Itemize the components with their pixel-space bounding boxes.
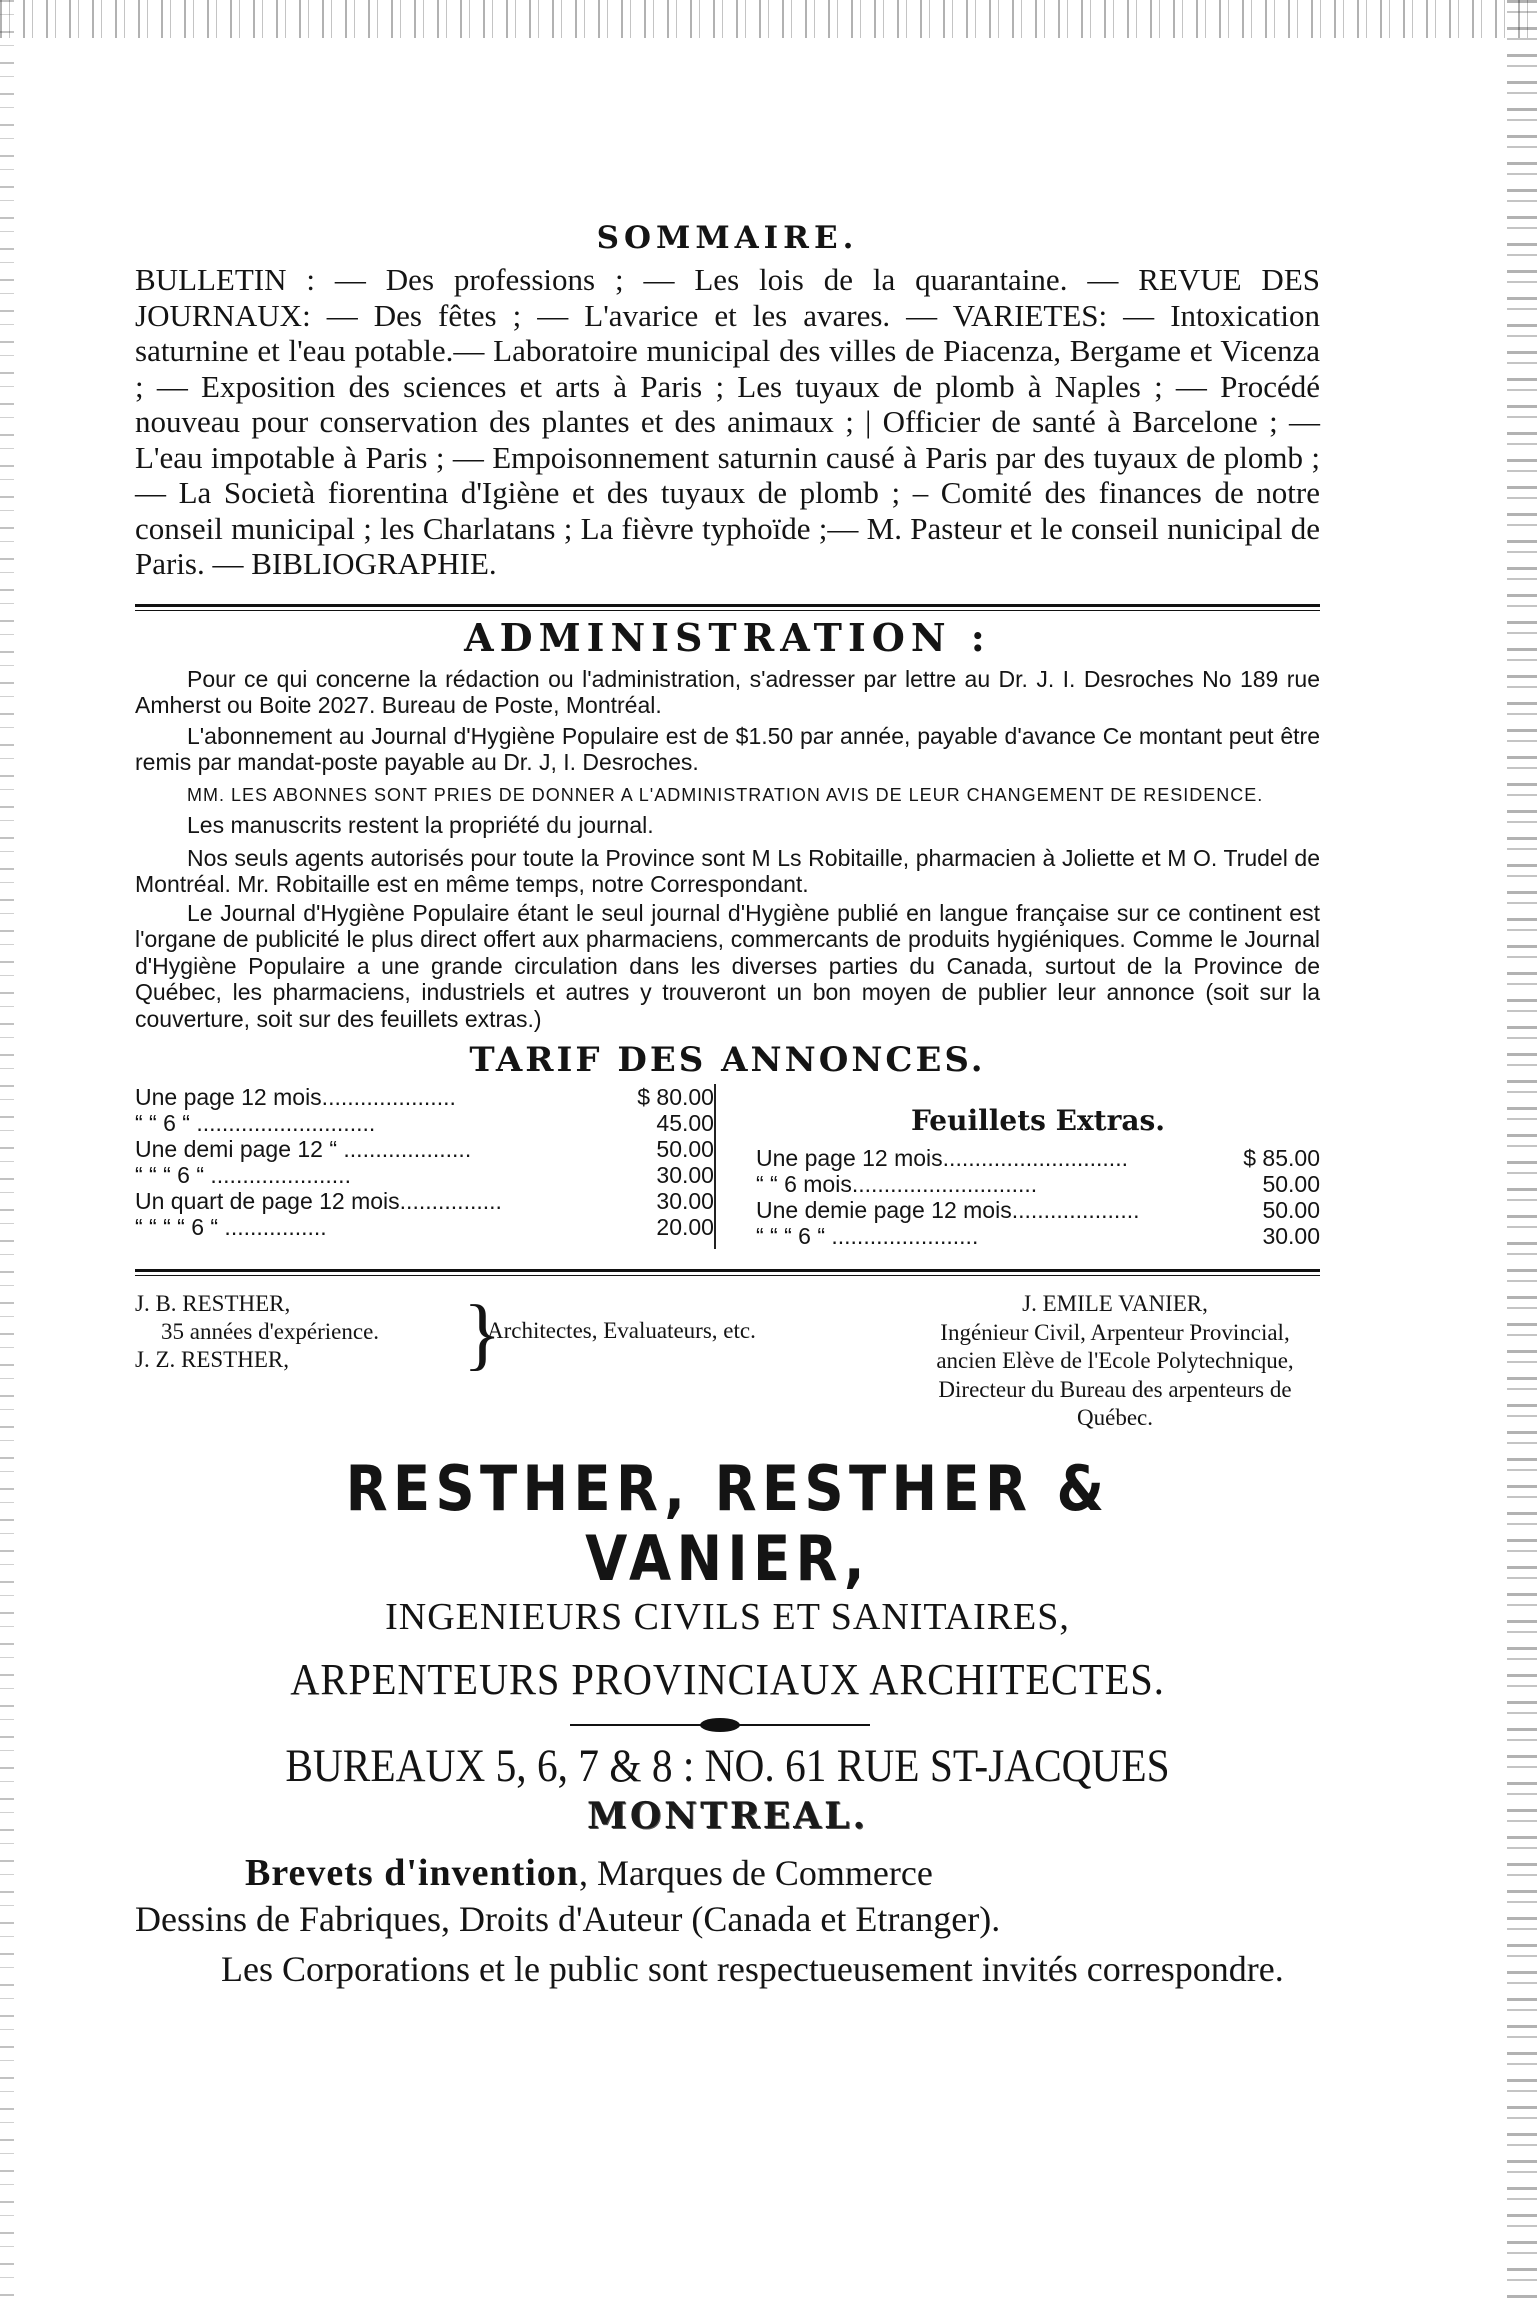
firm-advert (135, 1454, 1320, 1992)
page-content (135, 220, 1320, 1992)
brevets-heading: Brevets d'invention (245, 1852, 579, 1894)
ornament-divider (135, 1716, 1320, 1734)
brace-symbol: } (463, 1290, 502, 1378)
tarif-row-label: Une page 12 mois..................... (135, 1084, 456, 1110)
tarif-row-amount: 45.00 (656, 1110, 714, 1136)
tarif-row (756, 1171, 1320, 1197)
administration-section (135, 615, 1320, 1033)
tarif-row-amount: 50.00 (1262, 1171, 1320, 1197)
tarif-row-label: Une page 12 mois............................. (755, 1145, 1128, 1171)
tarif-left-column (135, 1084, 714, 1249)
brevets-line-3: Les Corporations et le public sont respectueusement invités correspondre. (221, 1949, 1284, 1989)
sommaire-title: SOMMAIRE. (596, 220, 859, 256)
feuillets-extras-title: Feuillets Extras. (910, 1104, 1166, 1137)
brevets-line-2: Dessins de Fabriques, Droits d'Auteur (Canada et Etranger). (135, 1899, 1001, 1939)
admin-para-advertising: Le Journal d'Hygiène Populaire étant le seul journal d'Hygiène publié en langue française sur ce continent est l'organe de publicité le plus direct offert aux pharmaciens, commercants de produits hygiéniques. Comme le Journal d'Hygiène Populaire a une grande circulation dans les diverses parties du Canada, surtout de la Province de Québec, les pharmaciens, industriels et autres y trouveront un bon moyen de publier leur annonce (soit sur la couverture, soit sur des feuillets extras.) (135, 899, 1320, 1032)
tarif-row-label: “ “ 6 “ ............................ (135, 1110, 376, 1136)
tarif-row-amount: 30.00 (1262, 1223, 1320, 1249)
contacts-section (135, 1290, 1320, 1448)
tarif-row-label: Une demie page 12 mois.................... (755, 1197, 1140, 1223)
tarif-right-column (714, 1084, 1320, 1249)
tarif-row (135, 1214, 714, 1240)
scan-noise-top (0, 0, 1537, 38)
contact-name: J. EMILE VANIER, (1022, 1291, 1208, 1316)
tarif-row (756, 1197, 1320, 1223)
contact-role: Architectes, Evaluateurs, etc. (487, 1318, 756, 1343)
admin-para-notice: MM. LES ABONNES SONT PRIES DE DONNER A L'ADMINISTRATION AVIS DE LEUR CHANGEMENT DE RESIDENCE. (187, 784, 1264, 805)
scan-noise-left (0, 0, 14, 2302)
tarif-row-amount: $ 80.00 (637, 1084, 714, 1110)
tarif-row (135, 1162, 714, 1188)
firm-subtitle-surveyors: ARPENTEURS PROVINCIAUX ARCHITECTES. (290, 1655, 1165, 1704)
contact-resther (135, 1290, 379, 1374)
tarif-row (135, 1188, 714, 1214)
admin-para-manuscripts: Les manuscrits restent la propriété du journal. (187, 812, 654, 838)
ornament-dot (700, 1718, 740, 1732)
firm-city: MONTREAL. (586, 1795, 869, 1837)
tarif-row-label: “ “ “ 6 “ ...................... (135, 1162, 351, 1188)
divider-rule (135, 604, 1320, 611)
tarif-row (135, 1084, 714, 1110)
admin-para-contact: Pour ce qui concerne la rédaction ou l'administration, s'adresser par lettre au Dr. J. I. Desroches No 189 rue Amherst ou Boite 2027. Bureau de Poste, Montréal. (135, 665, 1320, 718)
brevets-rest: , Marques de Commerce (578, 1853, 933, 1893)
tarif-row-label: “ “ 6 mois............................. (755, 1171, 1038, 1197)
tarif-row-amount: $ 85.00 (1243, 1145, 1320, 1171)
admin-para-subscription: L'abonnement au Journal d'Hygiène Populaire est de $1.50 par année, payable d'avance Ce montant peut être remis par mandat-poste payable au Dr. J, I. Desroches. (135, 722, 1320, 775)
tarif-row (135, 1136, 714, 1162)
sommaire-text: BULLETIN : — Des professions ; — Les lois de la quarantaine. — REVUE DES JOURNAUX: — Des fêtes ; — L'avarice et les avares. — VARIETES: — Intoxication saturnine et l'eau potable.— Laboratoire municipal des villes de Piacenza, Bergame et Vicenza ; — Exposition des sciences et arts à Paris ; Les tuyaux de plomb à Naples ; — Procédé nouveau pour conservation des plantes et des animaux ; | Officier de santé à Barcelone ; — L'eau impotable à Paris ; — Empoisonnement saturnin causé à Paris par des tuyaux de plomb ;— La Società fiorentina d'Igiène et des tuyaux de plomb ; – Comité des finances de notre conseil municipal ; les Charlatans ; La fièvre typhoïde ;— M. Pasteur et le conseil nunicipal de Paris. — BIBLIOGRAPHIE. (135, 262, 1320, 581)
sommaire-section (135, 220, 1320, 582)
tarif-row-label: “ “ “ 6 “ ....................... (755, 1223, 979, 1249)
firm-address: BUREAUX 5, 6, 7 & 8 : NO. 61 RUE ST-JACQUES (285, 1740, 1170, 1792)
firm-subtitle-engineers: INGENIEURS CIVILS ET SANITAIRES, (385, 1596, 1070, 1638)
divider-rule (135, 1269, 1320, 1276)
tarif-title: TARIF DES ANNONCES. (469, 1040, 986, 1080)
administration-title: ADMINISTRATION : (464, 614, 991, 660)
tarif-row (756, 1223, 1320, 1249)
firm-name: RESTHER, RESTHER & VANIER, (345, 1452, 1110, 1595)
contact-experience: 35 années d'expérience. (161, 1319, 380, 1344)
tarif-table (135, 1084, 1320, 1249)
tarif-row-label: “ “ “ “ 6 “ ................ (135, 1214, 327, 1240)
tarif-row-label: Un quart de page 12 mois................ (135, 1188, 502, 1214)
scan-noise-right (1507, 0, 1537, 2302)
tarif-row-amount: 20.00 (656, 1214, 714, 1240)
admin-para-agents: Nos seuls agents autorisés pour toute la Province sont M Ls Robitaille, pharmacien à Joliette et M O. Trudel de Montréal. Mr. Robitaille est en même temps, notre Correspondant. (135, 844, 1320, 897)
tarif-row-amount: 50.00 (656, 1136, 714, 1162)
brevets-line (135, 1850, 1320, 1896)
contact-name: J. B. RESTHER, (135, 1291, 291, 1316)
tarif-row-amount: 50.00 (1262, 1197, 1320, 1223)
tarif-row (756, 1145, 1320, 1171)
tarif-row-amount: 30.00 (656, 1162, 714, 1188)
contact-name: J. Z. RESTHER, (135, 1347, 289, 1372)
tarif-row-label: Une demi page 12 “ .................... (135, 1136, 472, 1162)
tarif-row-amount: 30.00 (656, 1188, 714, 1214)
contact-credentials: Ingénieur Civil, Arpenteur Provincial, ancien Elève de l'Ecole Polytechnique, Directeur du Bureau des arpenteurs de Québec. (936, 1319, 1294, 1430)
contact-vanier (910, 1290, 1320, 1433)
tarif-row (135, 1110, 714, 1136)
